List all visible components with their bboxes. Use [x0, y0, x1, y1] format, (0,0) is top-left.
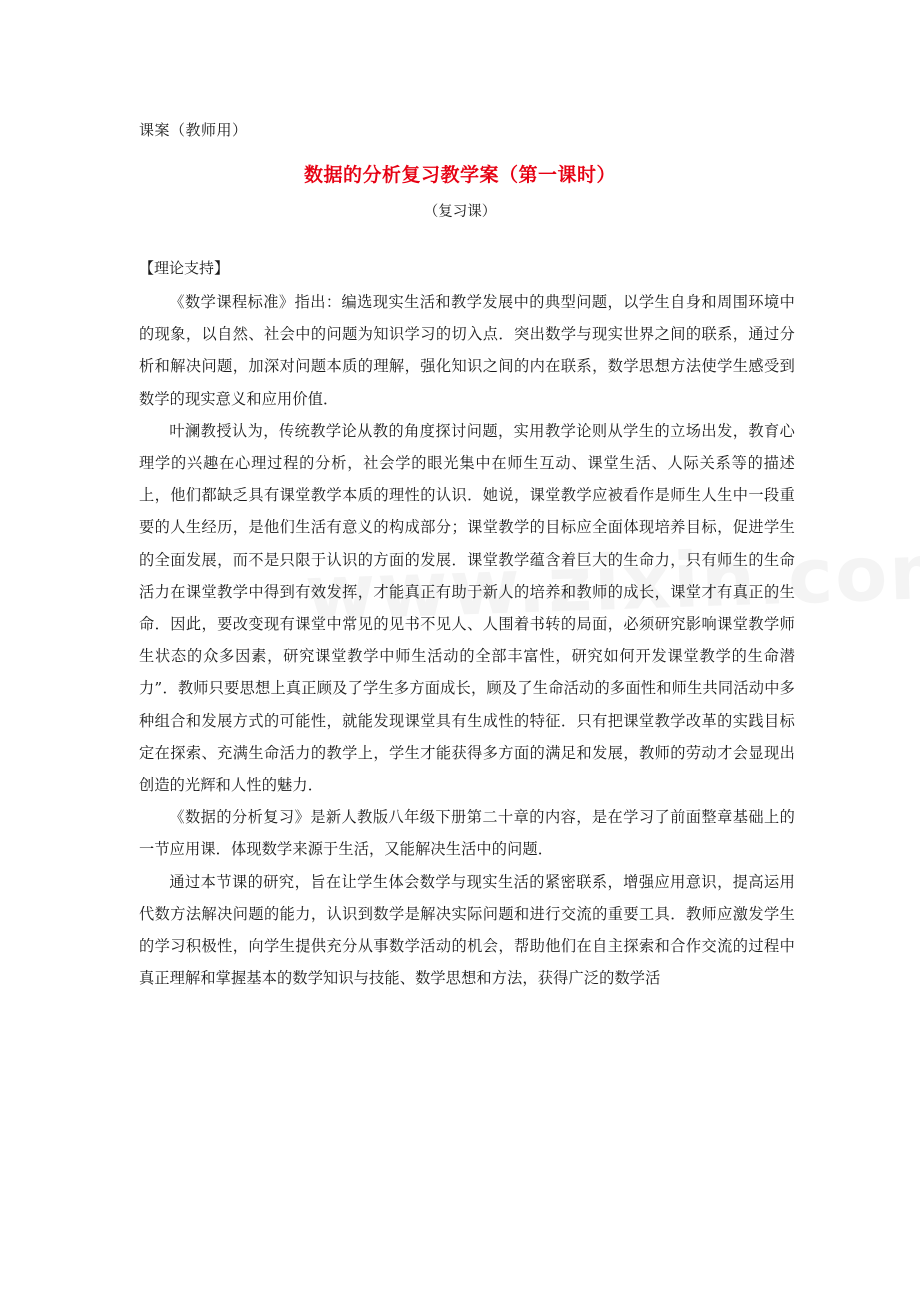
document-title: 数据的分析复习教学案（第一课时）: [303, 164, 616, 186]
paragraph-2: 叶澜教授认为，传统教学论从教的角度探讨问题，实用教学论则从学生的立场出发，教育心理学的兴趣在心理过程的分析，社会学的眼光集中在师生互动、课堂生活、人际关系等的描述上，他们都缺乏具有课堂教学本质的理性的认识．她说，课堂教学应被看作是师生人生中一段重要的人生经历，是他们生活有意义的构成部分；课堂教学的目标应全面体现培养目标，促进学生的全面发展，而不是只限于认识的方面的发展．课堂教学蕴含着巨大的生命力，只有师生的生命活力在课堂教学中得到有效发挥，才能真正有助于新人的培养和教师的成长，课堂才有真正的生命．因此，要改变现有课堂中常见的见书不见人、人围着书转的局面，必须研究影响课堂教学师生状态的众多因素，研究课堂教学中师生活动的全部丰富性，研究如何开发课堂教学的生命潜力”．教师只要思想上真正顾及了学生多方面成长，顾及了生命活动的多面性和师生共同活动中多种组合和发展方式的可能性，就能发现课堂具有生成性的特征．只有把课堂教学改革的实践目标定在探索、充满生命活力的教学上，学生才能获得多方面的满足和发展，教师的劳动才会显现出创造的光辉和人性的魅力．: [139, 421, 795, 795]
section-heading: 【理论支持】: [139, 259, 230, 277]
body-text: [139, 286, 795, 994]
header-label: 课案（教师用）: [139, 121, 248, 139]
paragraph-4: 通过本节课的研究，旨在让学生体会数学与现实生活的紧密联系，增强应用意识，提高运用代数方法解决问题的能力，认识到数学是解决实际问题和进行交流的重要工具．教师应激发学生的学习积极性，向学生提供充分从事数学活动的机会，帮助他们在自主探索和合作交流的过程中真正理解和掌握基本的数学知识与技能、数学思想和方法，获得广泛的数学活: [139, 872, 795, 988]
paragraph-1: 《数学课程标准》指出：编选现实生活和教学发展中的典型问题，以学生自身和周围环境中的现象，以自然、社会中的问题为知识学习的切入点．突出数学与现实世界之间的联系，通过分析和解决问题，加深对问题本质的理解，强化知识之间的内在联系，数学思想方法使学生感受到数学的现实意义和应用价值．: [139, 293, 795, 408]
paragraph-3: 《数据的分析复习》是新人教版八年级下册第二十章的内容，是在学习了前面整章基础上的一节应用课．体现数学来源于生活，又能解决生活中的问题．: [139, 808, 795, 859]
document-subtitle: （复习课）: [423, 204, 497, 220]
